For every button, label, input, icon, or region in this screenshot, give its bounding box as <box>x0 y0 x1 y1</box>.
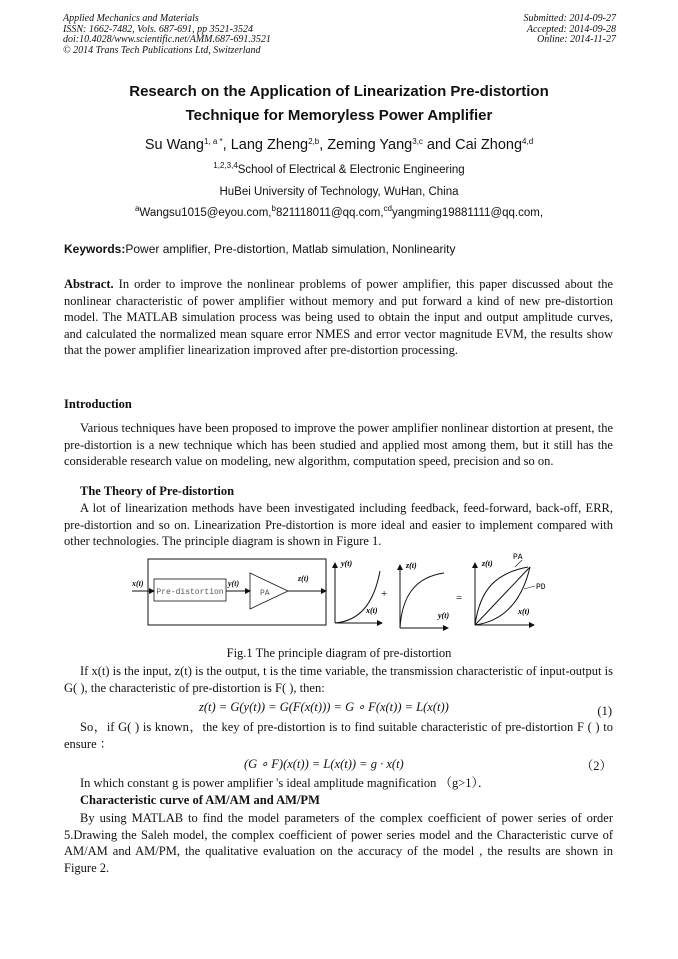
email-a-sup: a <box>134 204 140 213</box>
journal-name: Applied Mechanics and Materials <box>63 13 199 24</box>
email-line <box>30 204 648 219</box>
keywords-text: Power amplifier, Pre-distortion, Matlab simulation, Nonlinearity <box>125 242 456 256</box>
copyright-line: © 2014 Trans Tech Publications Ltd, Switzerland <box>63 44 261 56</box>
principle-diagram <box>130 553 550 633</box>
graph2-x-label: y(t) <box>438 611 450 620</box>
theory-paragraph: A lot of linearization methods have been investigated including feedback, feed-forward, back-off, ERR, pre-distortion and so on. Linearization Pre-distortion is more ideal and easier to implement compared with other technologies. The principle diagram is shown in Figure 1. <box>64 501 613 549</box>
affiliation-line-1 <box>30 161 648 176</box>
online-date: Online: 2014-11-27 <box>537 34 616 45</box>
combined-curve-graph <box>475 553 546 625</box>
affiliation-line-2: HuBei University of Technology, WuHan, China <box>219 186 459 198</box>
pa-curve-graph <box>400 561 449 628</box>
equation-2-intro: So，if G( ) is known，the key of pre-distortion is to find suitable characteristic of pre-distortion F ( ) to ensure ： <box>64 720 613 751</box>
issn-line: ISSN: 1662-7482, Vols. 687-691, pp 3521-3524 <box>63 23 253 35</box>
graph1-x-label: x(t) <box>366 606 378 615</box>
title-line-1: Research on the Application of Linearization Pre-distortion <box>129 83 549 100</box>
abstract-label: Abstract. <box>64 277 114 291</box>
author-1: Su Wang <box>144 137 204 153</box>
author-1-sup: 1, a * <box>203 137 223 146</box>
author-list <box>30 137 648 153</box>
affiliation-school: School of Electrical & Electronic Engineering <box>237 164 465 176</box>
theory-heading: The Theory of Pre-distortion <box>80 484 235 498</box>
equation-2-number: （2） <box>580 759 612 773</box>
keywords <box>64 242 456 256</box>
author-4: and Cai Zhong <box>422 137 523 153</box>
author-3-sup: 3,c <box>412 137 423 146</box>
gain-paragraph: In which constant g is power amplifier 's ideal amplitude magnification （g>1）． <box>80 776 491 790</box>
equals-sign: = <box>456 592 463 604</box>
plus-sign: + <box>381 588 388 600</box>
graph3-y-label: z(t) <box>482 559 493 568</box>
amam-paragraph: By using MATLAB to find the model parameters of the complex coefficient of power series of order 5.Drawing the Saleh model, the complex coefficient of power series model and the Characteristic curve of AM/AM and AM/PM, the qualitative evaluation on the accuracy of the model , the results are shown in Figure 2. <box>64 811 613 875</box>
accepted-date: Accepted: 2014-09-28 <box>526 23 616 35</box>
journal-header-right <box>524 14 617 46</box>
submitted-date: Submitted: 2014-09-27 <box>523 13 616 24</box>
keywords-label: Keywords: <box>64 242 126 256</box>
author-2-sup: 2,b <box>308 137 320 146</box>
figure-caption: Fig.1 The principle diagram of pre-distortion <box>226 646 452 660</box>
email-cd: yangming19881111@qq.com, <box>391 207 544 219</box>
abstract <box>64 276 613 359</box>
author-3: , Zeming Yang <box>319 137 413 153</box>
amam-heading: Characteristic curve of AM/AM and AM/PM <box>80 793 320 807</box>
email-b: 821118011@qq.com, <box>275 207 384 219</box>
predistortion-curve-graph <box>335 559 382 623</box>
email-b-sup: b <box>271 204 276 213</box>
graph3-pa-label: PA <box>513 553 523 562</box>
doi-line: doi:10.4028/www.scientific.net/AMM.687-691.3521 <box>63 34 271 45</box>
paper-title <box>40 80 638 128</box>
author-4-sup: 4,d <box>522 137 534 146</box>
email-a: Wangsu1015@eyou.com, <box>139 207 272 219</box>
equation-1: z(t) = G(y(t)) = G(F(x(t))) = G ∘ F(x(t)) = L(x(t)) <box>199 700 449 714</box>
equation-2: (G ∘ F)(x(t)) = L(x(t)) = g · x(t) <box>244 757 404 771</box>
abstract-text: In order to improve the nonlinear problems of power amplifier, this paper discussed about the nonlinear characteristic of power amplifier without memory and put forward a kind of new pre-distortion model. The MATLAB simulation process was being used to obtain the input and output amplitude curves, and calculated the normalized mean square error NMES and error vector magnitude EVM, the results show that the power amplifier linearization improved after pre-distortion processing. <box>64 277 613 358</box>
pa-block-label: PA <box>260 589 270 598</box>
y-mid-label: y(t) <box>228 579 240 588</box>
intro-paragraph: Various techniques have been proposed to improve the power amplifier nonlinear distortion at present, the pre-distortion is a new technique which has been studied and applied most among them, but it still has the considerable research value on modeling, new algorithm, computation speed, precision and so on. <box>64 421 613 469</box>
intro-heading: Introduction <box>64 397 132 411</box>
pre-distortion-block-label: Pre-distortion <box>156 588 224 597</box>
equation-1-number: (1) <box>597 704 612 718</box>
email-cd-sup: cd <box>383 204 392 213</box>
graph2-y-label: z(t) <box>406 561 417 570</box>
z-output-label: z(t) <box>298 574 309 583</box>
author-2: , Lang Zheng <box>222 137 309 153</box>
graph1-y-label: y(t) <box>341 559 353 568</box>
equation-intro-paragraph: If x(t) is the input, z(t) is the output, t is the time variable, the transmission characteristic of input-output is G( ), the characteristic of pre-distortion is F( ), then: <box>64 664 613 695</box>
title-line-2: Technique for Memoryless Power Amplifier <box>185 107 493 124</box>
affiliation-sup: 1,2,3,4 <box>213 161 238 170</box>
journal-header-left <box>63 14 271 56</box>
x-input-label: x(t) <box>132 579 144 588</box>
graph3-x-label: x(t) <box>518 607 530 616</box>
graph3-pd-label: PD <box>536 583 546 592</box>
